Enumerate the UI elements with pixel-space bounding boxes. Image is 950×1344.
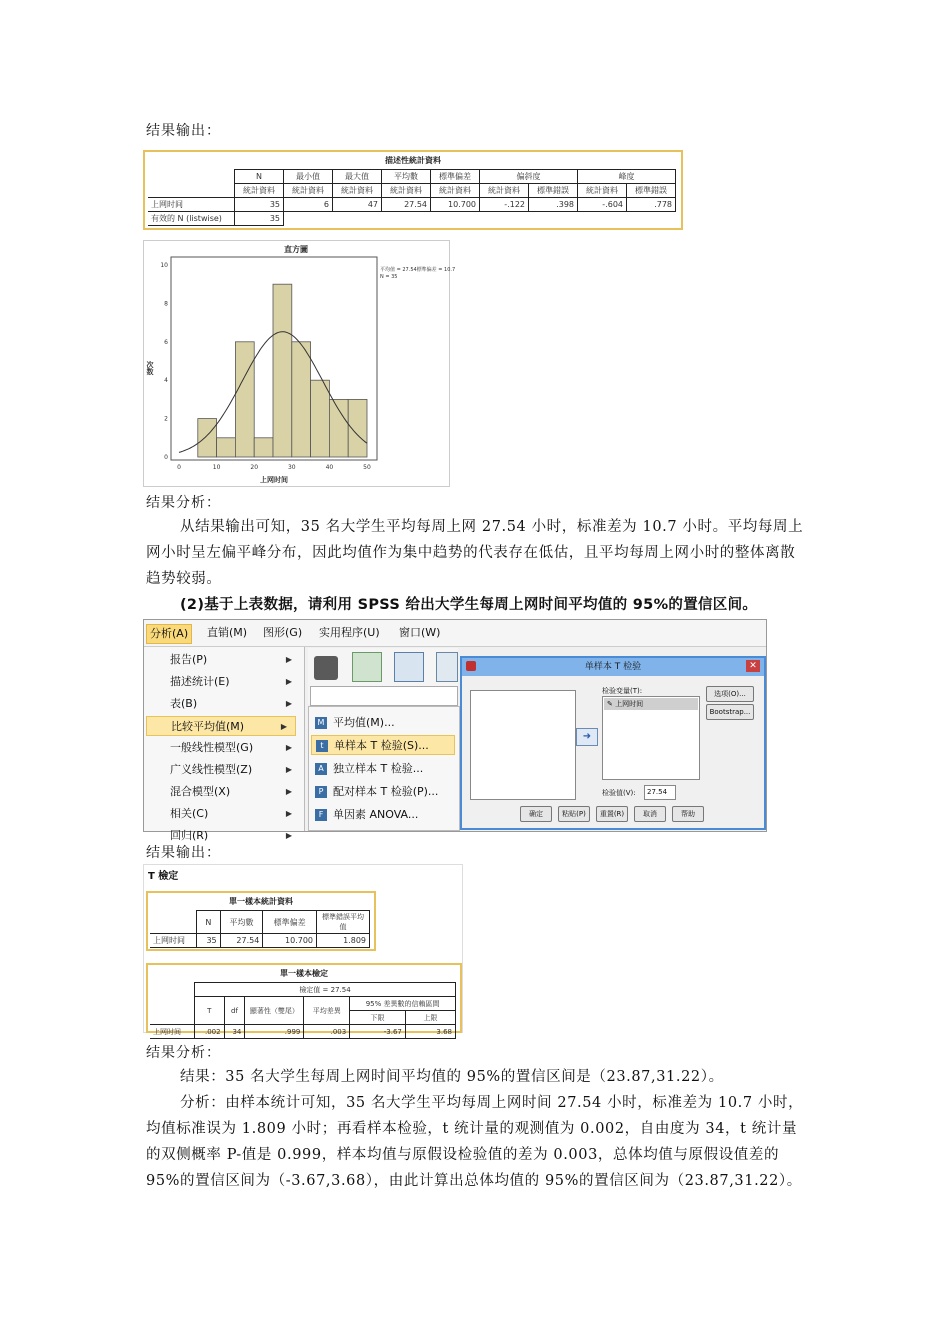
cell: 6 [284, 198, 333, 212]
submenu-arrow-icon: ▶ [285, 655, 292, 664]
paste-button[interactable]: 粘贴(P) [558, 806, 590, 822]
t-test-output [143, 864, 463, 1036]
submenu-arrow-icon: ▶ [285, 809, 292, 818]
col-min: 最小值 [284, 170, 333, 184]
compare-means-submenu [308, 706, 460, 831]
cell: 10.700 [263, 934, 317, 948]
menu-analyze[interactable]: 分析(A) [146, 624, 192, 644]
menu-item-gzlm[interactable] [170, 760, 300, 780]
dialog-title-bar [462, 658, 764, 676]
help-button[interactable]: 帮助 [672, 806, 704, 822]
cancel-button[interactable]: 取消 [634, 806, 666, 822]
histogram-bar [254, 438, 273, 457]
paired-t-icon: P [315, 786, 327, 798]
t-test-icon: t [316, 740, 328, 752]
menu-item-compare-means[interactable] [146, 716, 296, 736]
menu-item-label: 配对样本 T 检验(P)... [333, 785, 439, 798]
histogram-bar [235, 342, 254, 457]
toolbar [308, 648, 458, 704]
cell: .002 [195, 1025, 225, 1039]
ruler-icon: ✎ [607, 700, 616, 708]
t-test-heading: T 檢定 [148, 871, 179, 882]
table-title: 單一樣本檢定 [280, 969, 328, 978]
menu-item-label: 独立样本 T 检验... [333, 762, 424, 775]
menu-direct-marketing[interactable]: 直销(M) [207, 626, 248, 639]
y-tick-label: 6 [164, 338, 168, 346]
bootstrap-button[interactable]: Bootstrap... [706, 704, 754, 720]
menu-item-reports[interactable] [170, 650, 300, 670]
x-tick-label: 10 [212, 464, 221, 471]
grid-icon[interactable] [436, 652, 458, 682]
menu-item-mixed[interactable] [170, 782, 300, 802]
list-item-label: 上网时间 [615, 700, 644, 708]
options-button[interactable]: 选项(O)... [706, 686, 754, 702]
menu-item-label: 表(B) [170, 697, 198, 710]
subheader: 標準錯誤 [627, 184, 676, 198]
cell: 47 [333, 198, 382, 212]
y-tick-label: 0 [164, 454, 168, 461]
menu-item-anova[interactable] [311, 805, 455, 825]
subheader: 統計資料 [578, 184, 627, 198]
close-icon[interactable]: ✕ [746, 660, 760, 672]
subheader: 統計資料 [235, 184, 284, 198]
submenu-arrow-icon: ▶ [285, 765, 292, 774]
cell: .398 [529, 198, 578, 212]
one-sample-test-table [146, 963, 462, 1036]
menu-item-paired-t[interactable] [311, 782, 455, 802]
one-sample-stats-table [146, 891, 376, 951]
x-axis-label: 上网时间 [260, 476, 288, 484]
col-mean: 平均數 [382, 170, 431, 184]
col-header: 標準偏差 [263, 911, 317, 934]
test-variables-label: 检验变量(T): [602, 687, 643, 695]
menu-graphs[interactable]: 图形(G) [263, 626, 303, 639]
menu-item-independent-t[interactable] [311, 759, 455, 779]
x-tick-label: 40 [325, 464, 334, 471]
analysis-label-1: 结果分析： [146, 495, 221, 511]
submenu-arrow-icon: ▶ [285, 677, 292, 686]
subheader: 標準錯誤 [529, 184, 578, 198]
col-header: 95% 差異數的信賴區間 [350, 997, 456, 1011]
col-sd: 標準偏差 [431, 170, 480, 184]
histogram-bar [292, 342, 311, 457]
cell: 34 [224, 1025, 245, 1039]
submenu-arrow-icon: ▶ [285, 787, 292, 796]
x-tick-label: 50 [363, 464, 371, 471]
col-header: 平均差異 [304, 997, 350, 1025]
one-sample-t-dialog [460, 656, 766, 830]
menu-utilities[interactable]: 实用程序(U) [319, 626, 380, 639]
col-header: 標準錯誤平均值 [317, 911, 370, 934]
spss-menu-screenshot [143, 619, 767, 842]
menu-item-label: 广义线性模型(Z) [170, 763, 253, 776]
legend-n: N = 35 [380, 274, 398, 280]
submenu-arrow-icon: ▶ [285, 831, 292, 840]
histogram-svg [144, 241, 456, 486]
menu-item-label: 报告(P) [170, 653, 208, 666]
col-header: 下限 [350, 1011, 406, 1025]
col-header: df [224, 997, 245, 1025]
menu-item-label: 单因素 ANOVA... [333, 808, 419, 821]
y-tick-label: 4 [164, 377, 168, 385]
chart-title: 直方圖 [284, 245, 308, 254]
analysis-paragraph-2: 分析：由样本统计可知，35 名大学生平均每周上网时间 27.54 小时，标准差为 10.7 小时，均值标准误为 1.809 小时；再看样本检验，t 统计量的观测值为 0.002，自由度为 34，t 统计量的双侧概率 P-值是 0.999，样本均值与原假设检验值的差为 0.003，总体均值与原假设值差的 95%的置信区间为（-3.67,3.68），由此计算出总体均值的 95%的置信区间为（23.87,31.22）。 [146, 1095, 804, 1189]
menu-item-label: 单样本 T 检验(S)... [334, 739, 429, 752]
x-tick-label: 30 [287, 464, 296, 471]
descriptive-stats-table [143, 150, 683, 230]
test-value-label: 检验值(V): [602, 789, 636, 797]
select-cases-icon[interactable] [352, 652, 382, 682]
menu-item-means[interactable] [311, 713, 455, 733]
cell: .778 [627, 198, 676, 212]
output-label-1: 结果输出： [146, 123, 221, 139]
analyze-menu [144, 647, 305, 842]
col-header: 顯著性（雙尾） [245, 997, 304, 1025]
cell: 35 [197, 934, 221, 948]
y-axis-label: 次数 [146, 361, 154, 375]
menubar [144, 620, 766, 647]
menu-item-label: 一般线性模型(G) [170, 741, 254, 754]
histogram-bar [311, 380, 330, 457]
subheader: 統計資料 [382, 184, 431, 198]
reset-button[interactable]: 重置(R) [596, 806, 628, 822]
test-variables-list[interactable] [602, 696, 700, 780]
histogram-bar [329, 399, 348, 457]
x-tick-label: 20 [250, 464, 259, 471]
binoculars-icon[interactable] [314, 656, 338, 680]
row-label: 上网时间 [150, 1025, 195, 1039]
move-arrow-icon[interactable]: ➜ [576, 728, 598, 746]
submenu-arrow-icon: ▶ [280, 722, 287, 731]
means-icon: M [315, 717, 327, 729]
col-skew: 偏斜度 [480, 170, 578, 184]
menu-item-label: 相关(C) [170, 807, 209, 820]
table-title: 單一樣本統計資料 [229, 897, 293, 906]
question-2: (2)基于上表数据，请利用 SPSS 给出大学生每周上网时间平均值的 95%的置信区间。 [180, 597, 758, 613]
menu-item-glm[interactable] [170, 738, 300, 758]
histogram-bar [198, 419, 217, 457]
col-max: 最大值 [333, 170, 382, 184]
test-value-input[interactable]: 27.54 [644, 785, 676, 800]
output-label-2: 结果输出： [146, 845, 221, 861]
subheader: 統計資料 [284, 184, 333, 198]
cell: 27.54 [220, 934, 263, 948]
dialog-title: 单样本 T 检验 [584, 662, 642, 672]
cell: -.604 [578, 198, 627, 212]
ok-button[interactable]: 确定 [520, 806, 552, 822]
col-header: 平均數 [220, 911, 263, 934]
submenu-arrow-icon: ▶ [285, 699, 292, 708]
cell: -.122 [480, 198, 529, 212]
cell: 35 [235, 198, 284, 212]
chart-builder-icon[interactable] [394, 652, 424, 682]
cell: 35 [235, 212, 284, 226]
analysis-label-2: 结果分析： [146, 1045, 221, 1061]
col-header: 上限 [405, 1011, 455, 1025]
search-field[interactable] [310, 686, 458, 706]
cell: -3.67 [350, 1025, 406, 1039]
menu-item-label: 比较平均值(M) [171, 720, 245, 733]
menu-item-one-sample-t[interactable] [311, 735, 455, 755]
result-paragraph: 结果：35 名大学生每周上网时间平均值的 95%的置信区间是（23.87,31.22）。 [180, 1069, 724, 1085]
submenu-arrow-icon: ▶ [285, 743, 292, 752]
menu-item-descriptives[interactable] [170, 672, 300, 692]
cell: .999 [245, 1025, 304, 1039]
app-icon [466, 661, 476, 671]
y-tick-label: 8 [164, 300, 168, 308]
y-tick-label: 2 [164, 415, 168, 423]
list-item[interactable] [604, 698, 698, 710]
cell: 10.700 [431, 198, 480, 212]
row-label: 上网时间 [148, 198, 235, 212]
row-label: 上网时间 [150, 934, 197, 948]
menu-item-label: 平均值(M)... [333, 716, 395, 729]
independent-t-icon: A [315, 763, 327, 775]
menu-item-tables[interactable] [170, 694, 300, 714]
cell: 3.68 [405, 1025, 455, 1039]
menu-item-label: 混合模型(X) [170, 785, 231, 798]
menu-window[interactable]: 窗口(W) [399, 626, 441, 639]
row-label: 有效的 N (listwise) [148, 212, 235, 226]
cell: 1.809 [317, 934, 370, 948]
y-tick-label: 10 [160, 262, 168, 269]
legend-text: 平均值 = 27.54標準偏差 = 10.7 [380, 267, 456, 273]
test-value-header: 檢定值 = 27.54 [195, 983, 456, 997]
x-tick-label: 0 [177, 464, 181, 471]
menu-item-label: 描述统计(E) [170, 675, 230, 688]
cell: 27.54 [382, 198, 431, 212]
menu-item-label: 回归(R) [170, 829, 209, 842]
menu-item-correlate[interactable] [170, 804, 300, 824]
subheader: 統計資料 [431, 184, 480, 198]
analysis-paragraph-1: 从结果输出可知，35 名大学生平均每周上网 27.54 小时，标准差为 10.7 小时。平均每周上网小时呈左偏平峰分布，因此均值作为集中趋势的代表存在低估，且平均每周上网小时的整体离散趋势较弱。 [146, 519, 804, 587]
col-header: T [195, 997, 225, 1025]
histogram-bar [217, 438, 236, 457]
col-header: N [197, 911, 221, 934]
anova-icon: F [315, 809, 327, 821]
subheader: 統計資料 [333, 184, 382, 198]
col-kurt: 峰度 [578, 170, 676, 184]
cell: .003 [304, 1025, 350, 1039]
subheader: 統計資料 [480, 184, 529, 198]
source-variable-list[interactable] [470, 690, 576, 800]
histogram-bar [273, 284, 292, 457]
table-title: 描述性統計資料 [385, 156, 441, 165]
histogram-chart [143, 240, 456, 487]
col-n: N [235, 170, 284, 184]
